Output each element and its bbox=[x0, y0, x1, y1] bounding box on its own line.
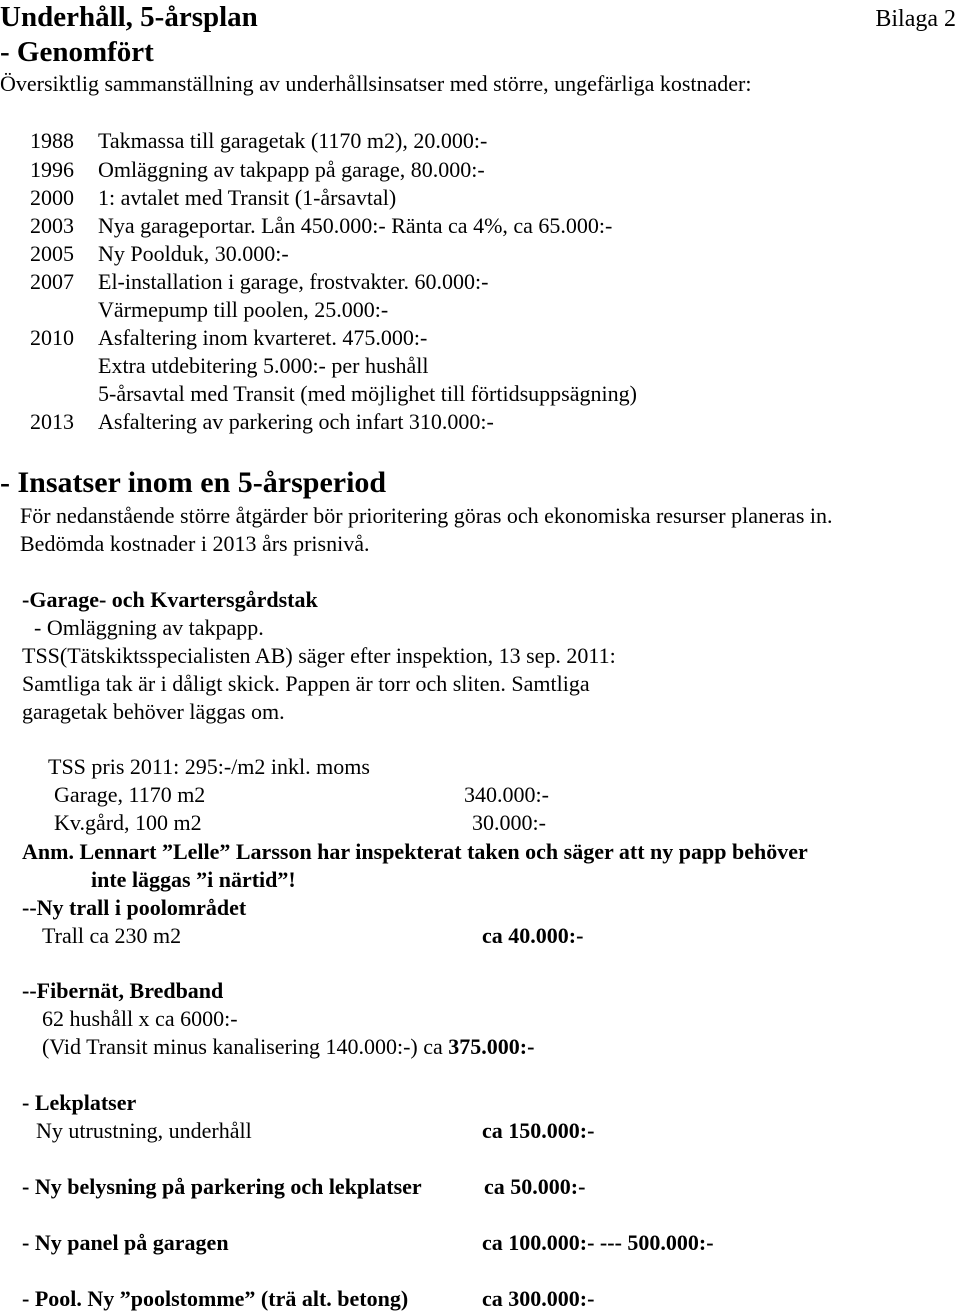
history-text: Nya garageportar. Lån 450.000:- Ränta ca 4%, ca 65.000:- bbox=[98, 213, 613, 238]
cost-value: 40.000:- bbox=[508, 923, 584, 948]
trall-cost bbox=[482, 925, 583, 947]
garage-row-cost: 30.000:- bbox=[472, 810, 546, 835]
trall-heading: --Ny trall i poolområdet bbox=[22, 895, 247, 920]
history-text: Asfaltering inom kvarteret. 475.000:- bbox=[98, 325, 428, 350]
fiber-heading: --Fibernät, Bredband bbox=[22, 978, 224, 1003]
history-text: Extra utdebitering 5.000:- per hushåll bbox=[98, 353, 429, 378]
cost-prefix: ca bbox=[482, 923, 509, 948]
fiber-line: 62 hushåll x ca 6000:- bbox=[42, 1006, 238, 1031]
history-year: 2007 bbox=[30, 269, 74, 294]
pool-heading: - Pool. Ny ”poolstomme” (trä alt. betong) bbox=[22, 1286, 409, 1311]
history-text: 1: avtalet med Transit (1-årsavtal) bbox=[98, 185, 397, 210]
history-text: Omläggning av takpapp på garage, 80.000:- bbox=[98, 157, 485, 182]
section-intro: Bedömda kostnader i 2013 års prisnivå. bbox=[20, 531, 370, 556]
section-heading-done: - Genomfört bbox=[0, 36, 154, 68]
garage-item: - Omläggning av takpapp. bbox=[34, 615, 264, 640]
subtitle: Översiktlig sammanställning av underhållsinsatser med större, ungefärliga kostnader: bbox=[0, 71, 752, 96]
section-heading-planned: - Insatser inom en 5-årsperiod bbox=[0, 466, 387, 499]
history-year: 2005 bbox=[30, 241, 74, 266]
fiber-cost: 375.000:- bbox=[448, 1034, 535, 1059]
history-year: 2000 bbox=[30, 185, 74, 210]
history-year: 1996 bbox=[30, 157, 74, 182]
history-text: Takmassa till garagetak (1170 m2), 20.000:- bbox=[98, 128, 488, 153]
attachment-label: Bilaga 2 bbox=[875, 6, 956, 32]
history-year: 2013 bbox=[30, 409, 74, 434]
history-year: 1988 bbox=[30, 128, 74, 153]
history-text: El-installation i garage, frostvakter. 60.000:- bbox=[98, 269, 489, 294]
playground-cost: ca 150.000:- bbox=[482, 1118, 595, 1143]
garage-row-label: Garage, 1170 m2 bbox=[54, 782, 206, 807]
section-intro: För nedanstående större åtgärder bör prioritering göras och ekonomiska resurser planeras in. bbox=[20, 503, 833, 528]
remark-text: Lennart ”Lelle” Larsson har inspekterat taken och säger att ny papp behöver bbox=[73, 839, 808, 864]
lighting-heading: - Ny belysning på parkering och lekplatser bbox=[22, 1174, 422, 1199]
lighting-cost: ca 50.000:- bbox=[484, 1174, 586, 1199]
garage-note: Samtliga tak är i dåligt skick. Pappen är torr och sliten. Samtliga bbox=[22, 671, 590, 696]
garage-note: TSS(Tätskiktsspecialisten AB) säger efter inspektion, 13 sep. 2011: bbox=[22, 643, 616, 668]
remark-prefix: Anm. bbox=[22, 839, 74, 864]
fiber-note: (Vid Transit minus kanalisering 140.000:-) ca bbox=[42, 1034, 449, 1059]
fiber-line bbox=[42, 1036, 534, 1058]
history-year: 2003 bbox=[30, 213, 74, 238]
panel-heading: - Ny panel på garagen bbox=[22, 1230, 229, 1255]
panel-cost: ca 100.000:- --- 500.000:- bbox=[482, 1230, 714, 1255]
history-text: Ny Poolduk, 30.000:- bbox=[98, 241, 289, 266]
history-text: Asfaltering av parkering och infart 310.000:- bbox=[98, 409, 494, 434]
garage-row-cost: 340.000:- bbox=[464, 782, 549, 807]
garage-heading: -Garage- och Kvartersgårdstak bbox=[22, 587, 318, 612]
trall-label: Trall ca 230 m2 bbox=[42, 923, 182, 948]
garage-row-label: Kv.gård, 100 m2 bbox=[54, 810, 202, 835]
pool-cost: ca 300.000:- bbox=[482, 1286, 595, 1311]
garage-remark bbox=[22, 841, 808, 863]
garage-note: garagetak behöver läggas om. bbox=[22, 699, 285, 724]
playground-heading: - Lekplatser bbox=[22, 1090, 137, 1115]
history-text: 5-årsavtal med Transit (med möjlighet till förtidsuppsägning) bbox=[98, 381, 637, 406]
playground-label: Ny utrustning, underhåll bbox=[36, 1118, 252, 1143]
page-title: Underhåll, 5-årsplan bbox=[0, 1, 258, 33]
garage-price: TSS pris 2011: 295:-/m2 inkl. moms bbox=[48, 754, 370, 779]
remark-text: inte läggas ”i närtid”! bbox=[91, 867, 296, 892]
history-year: 2010 bbox=[30, 325, 74, 350]
history-text: Värmepump till poolen, 25.000:- bbox=[98, 297, 389, 322]
